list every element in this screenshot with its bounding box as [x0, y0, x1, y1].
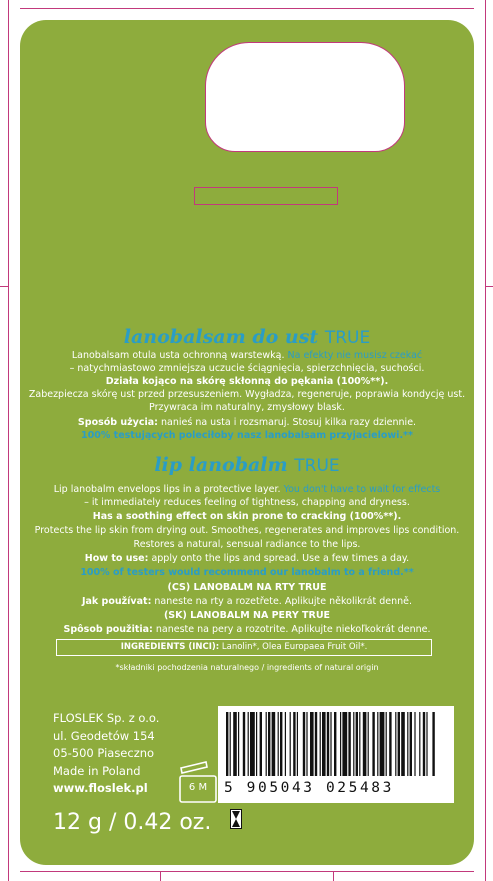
address-line: 05-500 Piaseczno: [53, 746, 155, 760]
ingredients-box: INGREDIENTS (INCI): Lanolin*, Olea Europaea Fruit Oil*.: [56, 639, 432, 656]
trim-line-bottom: [20, 871, 474, 872]
trim-notch-b: [333, 871, 334, 881]
address-line: ul. Geodetów 154: [53, 728, 155, 743]
net-weight: 12 g / 0.42 oz.: [53, 810, 212, 835]
en-line-5: Restores a natural, sensual radiance to the lips.: [133, 539, 361, 550]
pl-testers: 100% testujących poleciłoby nasz lanobalsam przyjacielowi.**: [81, 430, 413, 441]
trim-mark-right: [485, 286, 493, 287]
barcode-bars: [224, 712, 436, 776]
hang-tab: [205, 42, 405, 152]
sk-usage: Spôsob použitia: naneste na pery a rozotrite. Aplikujte niekoľkokrát denne.: [63, 624, 431, 635]
en-line-1: Lip lanobalm envelops lips in a protective layer. You don't have to wait for effects: [53, 484, 441, 495]
cs-title: (CS) LANOBALM NA RTY TRUE: [167, 582, 327, 593]
trim-notch-a: [160, 871, 161, 881]
trim-line-right: [485, 0, 486, 881]
pao-jar-icon: [176, 760, 220, 804]
website: www.floslek.pl: [53, 781, 148, 795]
pao-label: 6 M: [188, 782, 208, 793]
cs-usage: Jak používat: naneste na rty a rozetřete. Aplikujte několikrát denně.: [81, 596, 412, 607]
pl-line-5: Przywraca im naturalny, zmysłowy blask.: [149, 402, 345, 413]
address-line: Made in Poland: [53, 763, 141, 778]
trim-line-left: [8, 0, 9, 881]
pl-line-1: Lanobalsam otula usta ochronną warstewką. Na efekty nie musisz czekać: [71, 350, 423, 361]
pl-usage: Sposób użycia: nanieś na usta i rozsmaruj. Stosuj kilka razy dziennie.: [77, 417, 417, 428]
address-line: FLOSLEK Sp. z o.o.: [53, 711, 160, 725]
en-testers: 100% of testers would recommend our lanobalm to a friend.**: [80, 567, 414, 578]
pl-line-2: – natychmiastowo zmniejsza uczucie ściągnięcia, spierzchnięcia, suchości.: [69, 363, 425, 374]
barcode-number: 5 905043 025483: [224, 780, 394, 796]
barcode: [218, 706, 454, 803]
en-line-4: Protects the lip skin from drying out. Smoothes, regenerates and improves lips condition.: [34, 525, 460, 536]
hourglass-icon: [230, 809, 242, 829]
en-line-3: Has a soothing effect on skin prone to cracking (100%**).: [92, 511, 402, 522]
window-slot: [194, 187, 338, 205]
pl-title: lanobalsam do ust TRUE: [123, 326, 371, 348]
green-panel: [20, 20, 474, 865]
pl-line-3: Działa kojąco na skórę skłonną do pękania (100%**).: [105, 376, 389, 387]
trim-mark-left: [0, 286, 8, 287]
en-line-2: – it immediately reduces feeling of tightness, chapping and dryness.: [84, 497, 410, 508]
en-title: lip lanobalm TRUE: [154, 454, 340, 476]
sk-title: (SK) LANOBALM NA PERY TRUE: [163, 610, 331, 621]
en-usage: How to use: apply onto the lips and spread. Use a few times a day.: [84, 553, 410, 564]
trim-line-top: [20, 8, 474, 9]
footnote: *składniki pochodzenia naturalnego / ingredients of natural origin: [115, 663, 379, 672]
pl-line-4: Zabezpiecza skórę ust przed przesuszeniem. Wygładza, regeneruje, poprawia kondycję ust.: [28, 389, 466, 400]
manufacturer-address: [53, 710, 159, 798]
